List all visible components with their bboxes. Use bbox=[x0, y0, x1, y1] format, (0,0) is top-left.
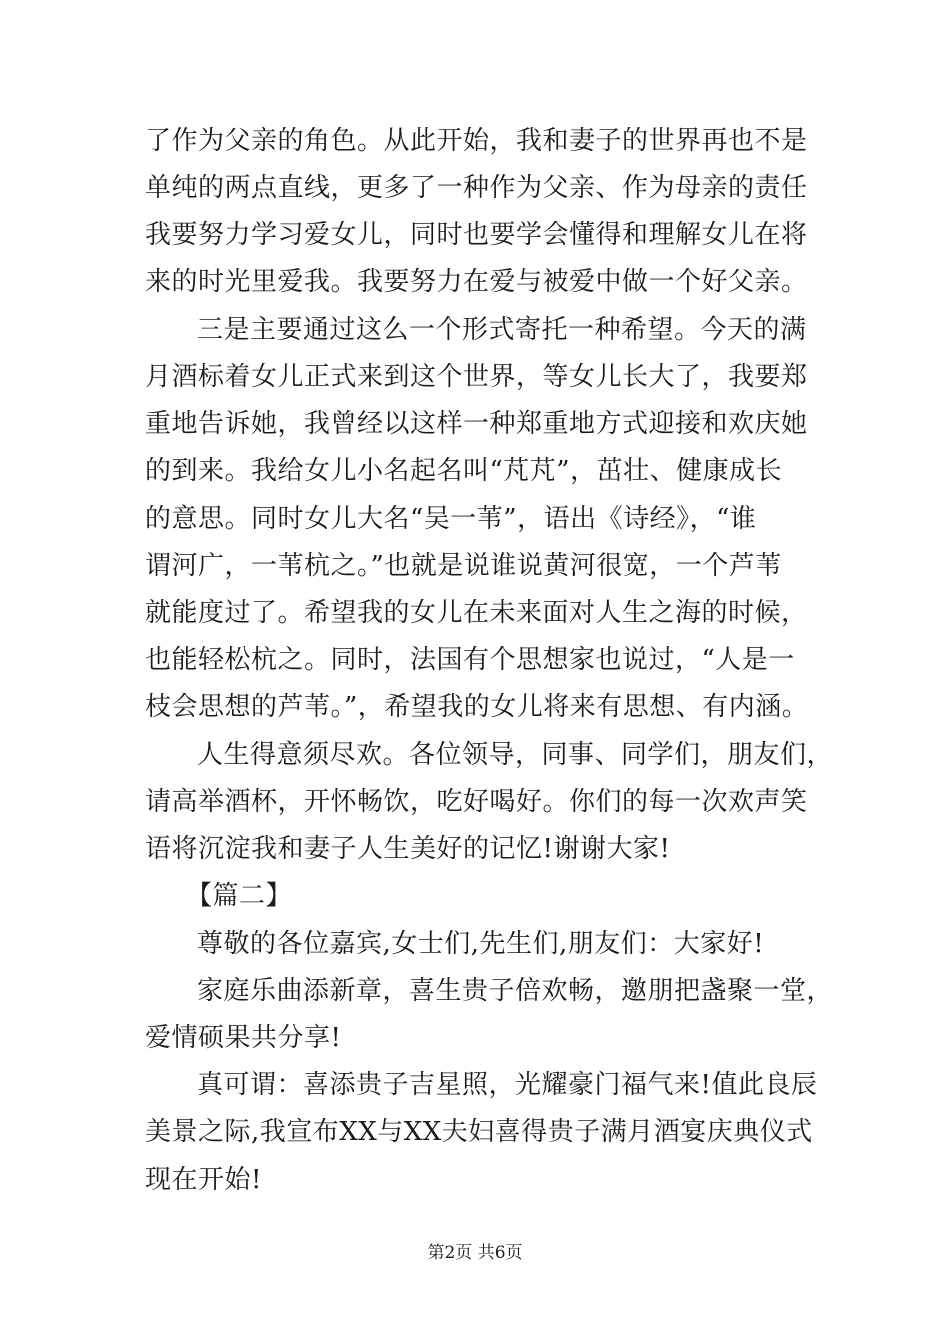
body-line: 现在开始! bbox=[145, 1165, 262, 1195]
body-line: 语将沉淀我和妻子人生美好的记忆!谢谢大家! bbox=[145, 834, 671, 864]
paragraph-first-line: 三是主要通过这么一个形式寄托一种希望。今天的满 bbox=[197, 315, 807, 345]
body-line: 了作为父亲的角色。从此开始，我和妻子的世界再也不是 bbox=[145, 126, 808, 156]
paragraph-first-line: 尊敬的各位嘉宾,女士们,先生们,朋友们：大家好! bbox=[197, 929, 765, 959]
body-line: 请高举酒杯，开怀畅饮，吃好喝好。你们的每一次欢声笑 bbox=[145, 787, 808, 817]
body-line: 爱情硕果共分享! bbox=[145, 1023, 342, 1053]
body-line: 的到来。我给女儿小名起名叫“芃芃”，茁壮、健康成长 bbox=[145, 456, 783, 486]
body-line: 单纯的两点直线，更多了一种作为父亲、作为母亲的责任 bbox=[145, 173, 808, 203]
body-line: 的意思。同时女儿大名“吴一苇”，语出《诗经》，“谁 bbox=[145, 504, 757, 534]
body-line: 重地告诉她，我曾经以这样一种郑重地方式迎接和欢庆她 bbox=[145, 409, 808, 439]
body-line: 也能轻松杭之。同时，法国有个思想家也说过，“人是一 bbox=[145, 645, 795, 675]
paragraph-first-line: 家庭乐曲添新章，喜生贵子倍欢畅，邀朋把盏聚一堂， bbox=[197, 976, 834, 1006]
page-footer: 第2页 共6页 bbox=[427, 1243, 523, 1263]
body-line: 谓河广，一苇杭之。”也就是说谁说黄河很宽，一个芦苇 bbox=[145, 551, 782, 581]
body-line: 来的时光里爱我。我要努力在爱与被爱中做一个好父亲。 bbox=[145, 267, 808, 297]
body-line: 月酒标着女儿正式来到这个世界，等女儿长大了，我要郑 bbox=[145, 362, 808, 392]
body-line: 枝会思想的芦苇。”，希望我的女儿将来有思想、有内涵。 bbox=[145, 692, 809, 722]
paragraph-first-line: 真可谓：喜添贵子吉星照，光耀豪门福气来!值此良辰 bbox=[197, 1070, 818, 1100]
paragraph-first-line: 人生得意须尽欢。各位领导，同事、同学们，朋友们， bbox=[197, 740, 834, 770]
body-line: 我要努力学习爱女儿，同时也要学会懂得和理解女儿在将 bbox=[145, 220, 808, 250]
body-line: 就能度过了。希望我的女儿在未来面对人生之海的时候， bbox=[145, 598, 808, 628]
section-heading: 【篇二】 bbox=[186, 881, 293, 911]
body-line: 美景之际,我宣布XX与XX夫妇喜得贵子满月酒宴庆典仪式 bbox=[145, 1117, 813, 1147]
